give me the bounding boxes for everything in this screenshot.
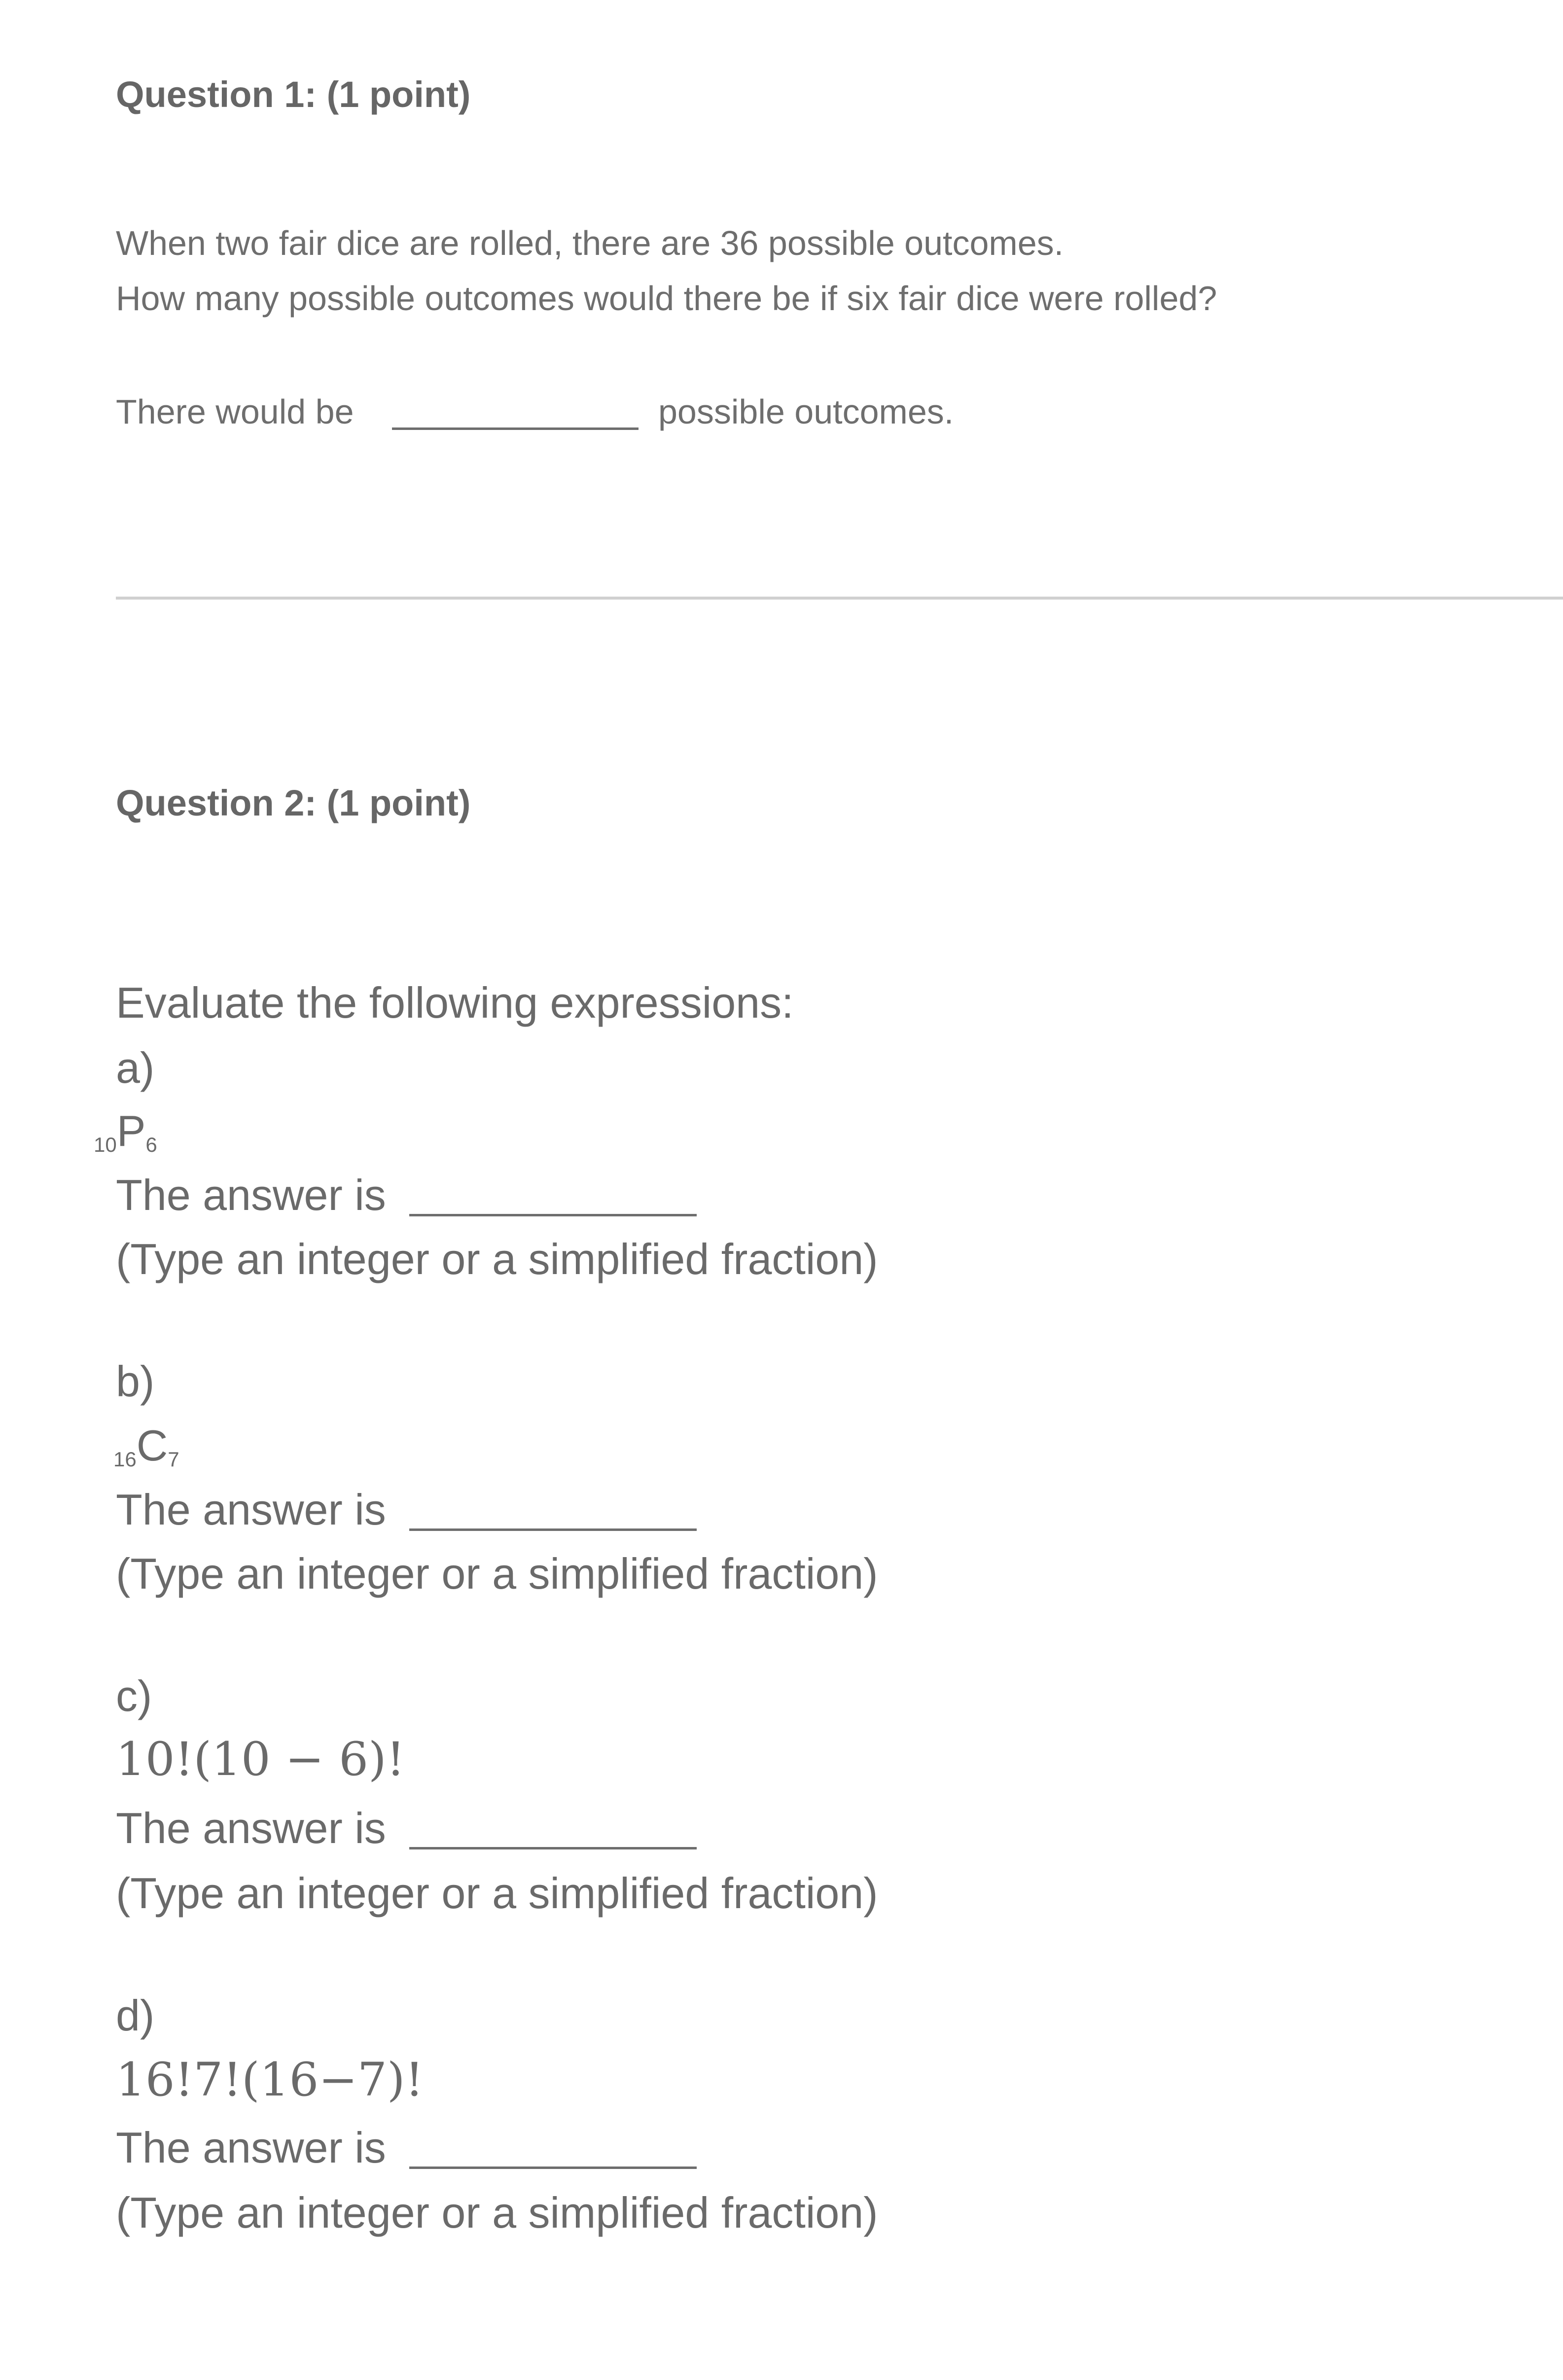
question-2-prompt: Evaluate the following expressions: [116, 978, 794, 1027]
question-1-answer-blank[interactable] [392, 402, 639, 430]
part-c-answer-prefix: The answer is [116, 1804, 386, 1852]
part-b-expression-n: 16 [113, 1448, 137, 1471]
part-c-answer-blank[interactable] [409, 1816, 697, 1849]
part-d-hint: (Type an integer or a simplified fraction) [116, 2188, 878, 2237]
question-divider [116, 597, 1563, 600]
part-a-expression-symbol: P [116, 1106, 146, 1155]
question-1-line-1: When two fair dice are rolled, there are 36 possible outcomes. [116, 224, 1064, 262]
question-2-heading: Question 2: (1 point) [116, 782, 471, 823]
part-b-answer-prefix: The answer is [116, 1485, 386, 1534]
part-b-hint: (Type an integer or a simplified fraction) [116, 1549, 878, 1598]
part-a-expression [94, 1106, 157, 1156]
part-d-label: d) [116, 1991, 155, 2040]
part-b-expression-r: 7 [168, 1448, 179, 1471]
part-b-expression [113, 1421, 179, 1471]
part-a-expression-n: 10 [94, 1133, 117, 1156]
part-d-answer-prefix: The answer is [116, 2123, 386, 2172]
part-d-answer-blank[interactable] [409, 2136, 697, 2169]
question-1-heading: Question 1: (1 point) [116, 74, 471, 115]
part-b-expression-symbol: C [136, 1421, 168, 1470]
part-a-hint: (Type an integer or a simplified fraction) [116, 1235, 878, 1283]
part-b-label: b) [116, 1357, 155, 1406]
part-c-expression: 10!(10 − 6)! [116, 1733, 405, 1786]
part-a-answer-prefix: The answer is [116, 1171, 386, 1219]
question-1-answer-suffix: possible outcomes. [658, 392, 954, 431]
part-a-expression-r: 6 [145, 1133, 157, 1156]
part-c-hint: (Type an integer or a simplified fraction) [116, 1869, 878, 1918]
part-c-label: c) [116, 1671, 152, 1720]
part-a-label: a) [116, 1043, 155, 1092]
part-b-answer-blank[interactable] [409, 1498, 697, 1531]
question-1-answer-prefix: There would be [116, 392, 354, 431]
question-1-line-2: How many possible outcomes would there be if six fair dice were rolled? [116, 279, 1217, 318]
part-d-expression: 16!7!(16−7)! [116, 2053, 424, 2107]
part-a-answer-blank[interactable] [409, 1183, 697, 1216]
